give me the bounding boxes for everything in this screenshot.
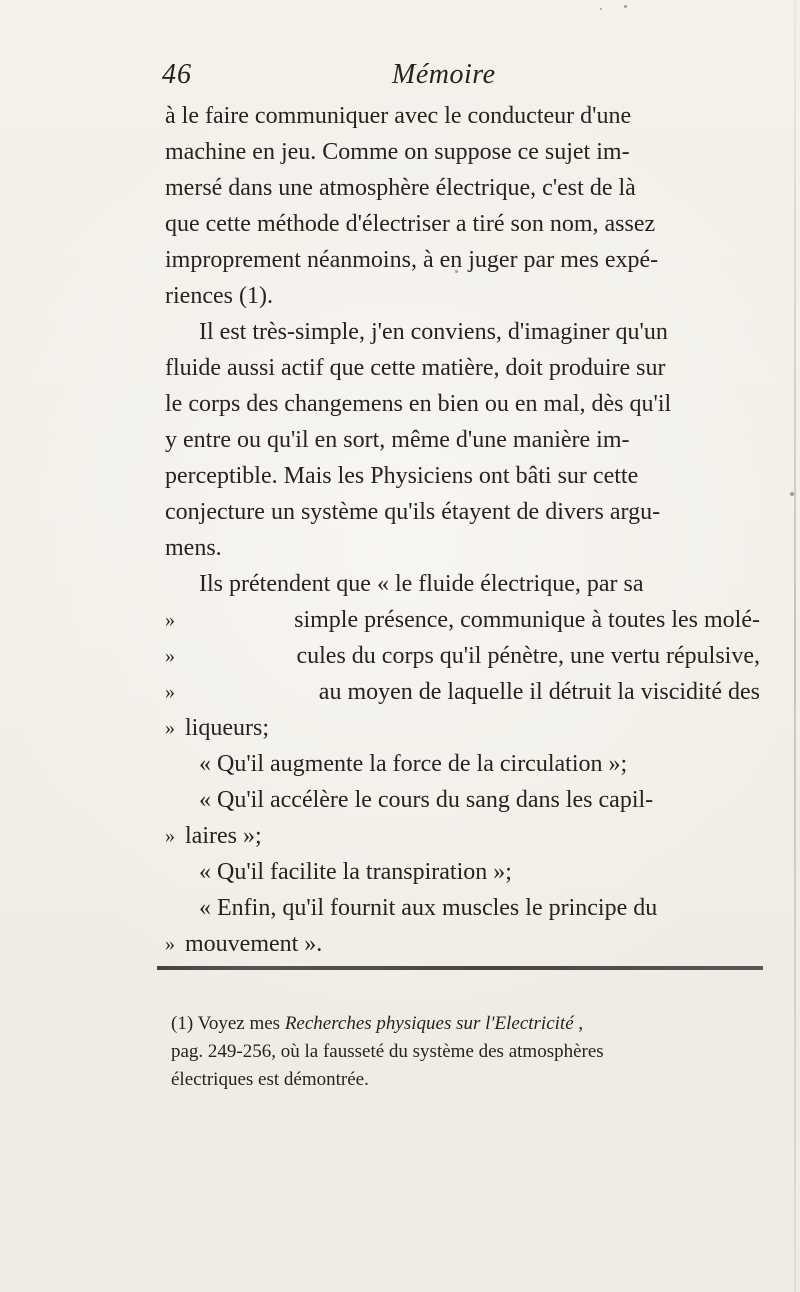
footnote [171, 1010, 761, 1094]
line-text: riences (1). [165, 283, 273, 309]
footnote-punctuation: , [578, 1013, 584, 1034]
line-text: Il est très-simple, j'en conviens, d'imaginer qu'un [199, 319, 668, 345]
line-text: cules du corps qu'il pénètre, une vertu répulsive, [296, 643, 760, 669]
text-line [165, 98, 760, 134]
line-text: à le faire communiquer avec le conducteur d'une [165, 103, 632, 129]
running-head: Mémoire [392, 59, 496, 90]
footnote-marker: (1) [171, 1013, 194, 1034]
quoted-line [165, 890, 760, 926]
text-line [165, 278, 760, 314]
quote-marker: » [165, 717, 175, 739]
line-text: au moyen de laquelle il détruit la viscidité des [318, 679, 760, 705]
text-line [165, 242, 760, 278]
quoted-line [165, 674, 760, 710]
quote-marker: » [165, 933, 175, 955]
text-line [165, 386, 760, 422]
text-line [165, 458, 760, 494]
line-text: improprement néanmoins, à en juger par mes expé- [165, 247, 659, 273]
line-text: le corps des changemens en bien ou en mal, dès qu'il [165, 391, 672, 417]
line-text: « Enfin, qu'il fournit aux muscles le principe du [199, 895, 658, 921]
line-text: conjecture un système qu'ils étayent de divers argu- [165, 499, 661, 525]
text-line [165, 350, 760, 386]
line-text: perceptible. Mais les Physiciens ont bâti sur cette [165, 463, 639, 489]
line-text: mersé dans une atmosphère électrique, c'est de là [165, 175, 636, 201]
footnote-rule [157, 966, 763, 970]
footnote-prefix: Voyez mes [197, 1013, 281, 1034]
quoted-line [165, 602, 760, 638]
quote-marker: » [165, 825, 175, 847]
text-line [165, 206, 760, 242]
text-line [165, 422, 760, 458]
line-text: Ils prétendent que « le fluide électrique, par sa [199, 571, 644, 597]
text-line [165, 494, 760, 530]
quote-marker: » [165, 645, 175, 667]
line-text: « Qu'il augmente la force de la circulation »; [199, 751, 628, 777]
quote-marker: » [165, 681, 175, 703]
quoted-line [165, 854, 760, 890]
text-line [165, 134, 760, 170]
text-line [165, 170, 760, 206]
line-text: simple présence, communique à toutes les molé- [294, 607, 760, 633]
paper-speck [790, 492, 794, 496]
paper-speck [600, 8, 602, 10]
text-line [165, 566, 760, 602]
line-text: laires »; [185, 823, 262, 849]
page-edge [794, 0, 796, 1292]
quoted-line [165, 746, 760, 782]
quote-marker: » [165, 609, 175, 631]
line-text: fluide aussi actif que cette matière, doit produire sur [165, 355, 666, 381]
line-text: mens. [165, 535, 222, 561]
line-text: mouvement ». [185, 931, 323, 957]
text-line [165, 314, 760, 350]
quoted-line [165, 782, 760, 818]
quoted-line [165, 818, 760, 854]
footnote-line: pag. 249-256, où la fausseté du système des atmosphères [171, 1041, 604, 1062]
quoted-line [165, 638, 760, 674]
page-number: 46 [162, 59, 192, 90]
main-text [165, 98, 760, 962]
line-text: « Qu'il accélère le cours du sang dans les capil- [199, 787, 654, 813]
page-header [0, 58, 800, 98]
text-line [165, 530, 760, 566]
footnote-line: électriques est démontrée. [171, 1069, 369, 1090]
footnote-line [171, 1010, 761, 1038]
line-text: liqueurs; [185, 715, 269, 741]
quoted-line [165, 926, 760, 962]
quoted-line [165, 710, 760, 746]
line-text: que cette méthode d'électriser a tiré son nom, assez [165, 211, 656, 237]
footnote-title: Recherches physiques sur l'Electricité [284, 1013, 574, 1034]
line-text: machine en jeu. Comme on suppose ce sujet im- [165, 139, 630, 165]
line-text: « Qu'il facilite la transpiration »; [199, 859, 512, 885]
paper-speck [624, 5, 627, 8]
line-text: y entre ou qu'il en sort, même d'une manière im- [165, 427, 630, 453]
